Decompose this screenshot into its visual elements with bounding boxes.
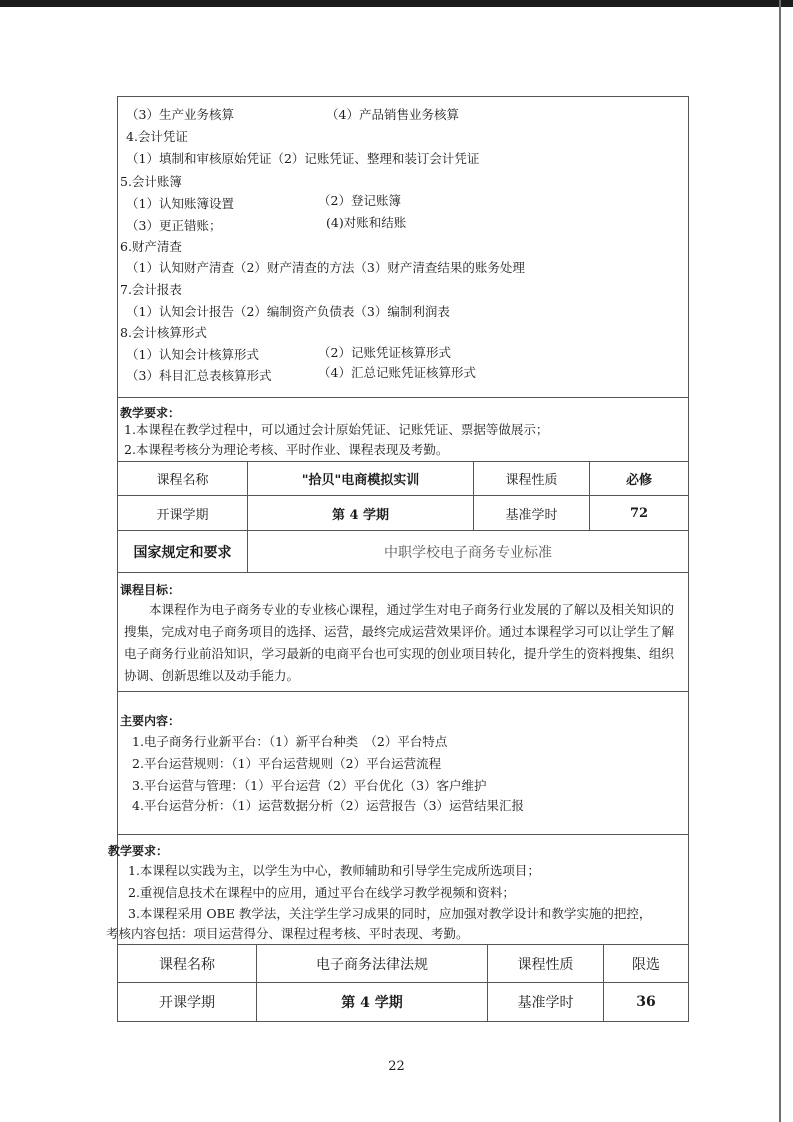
- objective-text: 本课程作为电子商务专业的专业核心课程，通过学生对电子商务行业发展的了解以及相关知识的搜集，完成对电子商务项目的选择、运营，最终完成运营效果评价。通过本课程学习可以让学生了解电子商务行业前沿知识，学习最新的电商平台也可实现的创业项目转化，提升学生的资料搜集、组织协调、创新思维以及动手能力。: [124, 602, 675, 683]
- content-item: 4.平台运营分析：（1）运营数据分析（2）运营报告（3）运营结果汇报: [132, 798, 525, 813]
- content-line: 7.会计报表: [120, 282, 182, 297]
- content-line: （1）填制和审核原始凭证（2）记账凭证、整理和装订会计凭证: [126, 151, 480, 166]
- course-name-label: 课程名称: [118, 462, 248, 495]
- term-label: 开课学期: [118, 496, 248, 530]
- course-objective-section: [118, 573, 688, 692]
- content-line: 4.会计凭证: [126, 129, 188, 144]
- accounting-content-section: [118, 97, 688, 398]
- course2-name-label: 课程名称: [118, 945, 257, 982]
- content-line: （2）登记账簿: [318, 193, 401, 208]
- requirement-item: 1.本课程在教学过程中，可以通过会计原始凭证、记账凭证、票据等做展示；: [124, 422, 549, 437]
- content-line: （4）产品销售业务核算: [326, 107, 459, 122]
- course2-hours: 36: [636, 994, 656, 1010]
- content-line: （3）更正错账；: [126, 218, 222, 233]
- course2-type-label: 课程性质: [488, 945, 604, 982]
- content-line: （1）认知账簿设置: [126, 196, 234, 211]
- content-line: （3）科目汇总表核算形式: [126, 368, 272, 383]
- section-heading: 教学要求：: [108, 844, 169, 858]
- section-heading: 主要内容：: [120, 714, 181, 728]
- scan-top-edge: [0, 0, 793, 7]
- content-line: （1）认知财产清查（2）财产清查的方法（3）财产清查结果的账务处理: [126, 260, 525, 275]
- requirement-item: 2.本课程考核分为理论考核、平时作业、课程表现及考勤。: [124, 442, 449, 457]
- course2-row-name: [118, 945, 688, 983]
- teaching-requirements-section-2: [106, 835, 688, 945]
- course2-row-term: [118, 983, 688, 1021]
- main-content-section: [118, 692, 688, 835]
- content-line: 5.会计账簿: [120, 174, 182, 189]
- requirement-item: 2.重视信息技术在课程中的应用，通过平台在线学习教学视频和资料；: [128, 885, 515, 900]
- content-line: （4）汇总记账凭证核算形式: [318, 365, 476, 380]
- term-value: 第 4 学期: [248, 496, 474, 530]
- course2-name: 电子商务法律法规: [257, 945, 488, 982]
- content-line: （1）认知会计报告（2）编制资产负债表（3）编制利润表: [126, 304, 450, 319]
- hours-value: 72: [629, 505, 649, 521]
- content-line: （1）认知会计核算形式: [126, 347, 259, 362]
- section-heading: 教学要求：: [120, 406, 181, 420]
- course-row-name: [118, 462, 688, 496]
- course-name: "拾贝"电商模拟实训: [248, 462, 474, 495]
- requirement-item: 考核内容包括：项目运营得分、课程过程考核、平时表现、考勤。: [106, 926, 469, 941]
- hours-label: 基准学时: [474, 496, 590, 530]
- course-row-term: [118, 496, 688, 531]
- content-line: 8.会计核算形式: [120, 325, 207, 340]
- scan-right-edge: [779, 0, 781, 1122]
- requirement-item: 1.本课程以实践为主，以学生为中心，教师辅助和引导学生完成所选项目；: [128, 863, 540, 878]
- section-heading: 课程目标：: [120, 583, 181, 597]
- standard-value: 中职学校电子商务专业标准: [384, 544, 552, 561]
- page-number: 22: [388, 1059, 405, 1074]
- content-line: (4)对账和结账: [326, 215, 407, 230]
- course2-hours-label: 基准学时: [488, 983, 604, 1021]
- content-line: （2）记账凭证核算形式: [318, 345, 451, 360]
- course-type-label: 课程性质: [474, 462, 590, 495]
- content-item: 3.平台运营与管理：（1）平台运营（2）平台优化（3）客户维护: [132, 778, 487, 793]
- course2-term: 第 4 学期: [257, 983, 488, 1021]
- teaching-requirements-section: [118, 398, 688, 462]
- content-item: 1.电子商务行业新平台：（1）新平台种类 （2）平台特点: [132, 734, 448, 749]
- standard-label: 国家规定和要求: [118, 531, 248, 572]
- course2-type: 限选: [632, 956, 660, 973]
- course-table: [106, 96, 689, 1022]
- course-type: 必修: [625, 473, 652, 488]
- content-item: 2.平台运营规则：（1）平台运营规则（2）平台运营流程: [132, 756, 442, 771]
- content-line: 6.财产清查: [120, 239, 182, 254]
- content-line: （3）生产业务核算: [126, 107, 234, 122]
- course-row-standard: [118, 531, 688, 573]
- requirement-item: 3.本课程采用 OBE 教学法，关注学生学习成果的同时，应加强对教学设计和教学实施的把控，: [128, 906, 652, 921]
- course2-term-label: 开课学期: [118, 983, 257, 1021]
